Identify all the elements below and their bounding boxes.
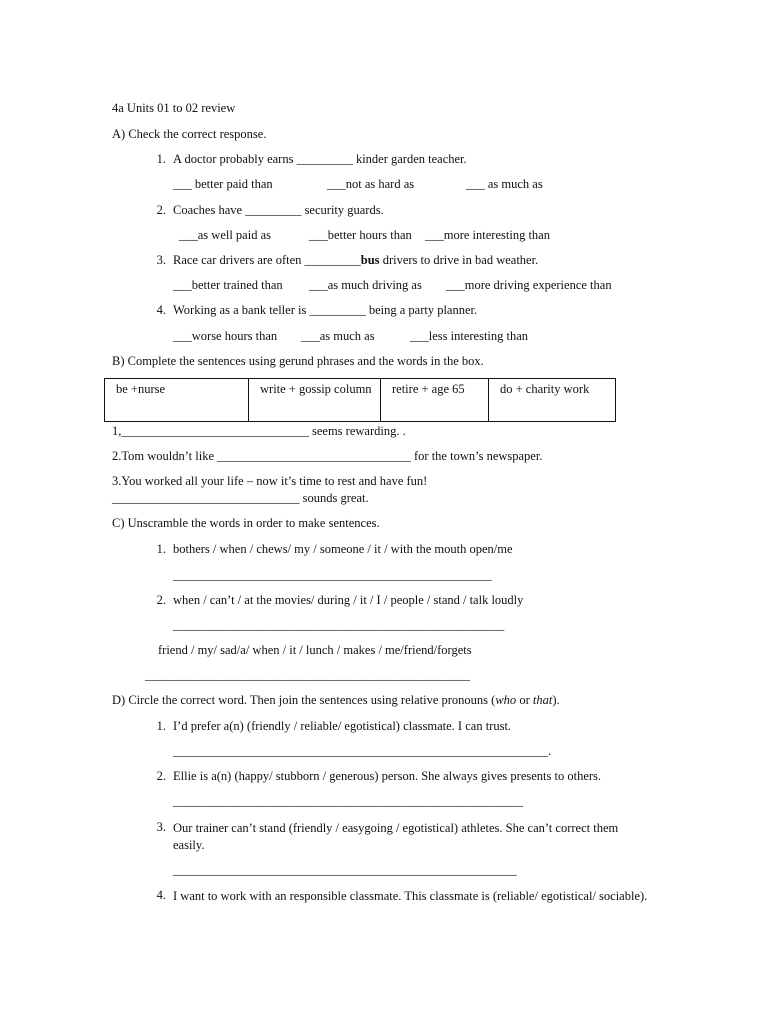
d-heading-that: that xyxy=(532,693,553,707)
a-q1-option-1: ___ better paid than xyxy=(173,177,273,191)
a-q3-text-pre: Race car drivers are often _________ xyxy=(173,253,361,267)
b-sentence-3: 3.You worked all your life – now it’s time to rest and have fun! xyxy=(112,474,428,488)
a-q4-option-1: ___worse hours than xyxy=(173,329,278,343)
a-q3-bold-word: bus xyxy=(360,253,380,267)
a-q2-option-2: ___better hours than xyxy=(309,228,412,242)
d-q2-number: 2. xyxy=(156,769,166,783)
word-box-cell: do + charity work xyxy=(489,379,616,422)
d-heading-post: ). xyxy=(552,693,560,707)
d-heading-mid: or xyxy=(516,693,533,707)
a-q3-option-3: ___more driving experience than xyxy=(446,278,612,292)
a-q4-option-3: ___less interesting than xyxy=(410,329,529,343)
d-q3-number: 3. xyxy=(156,820,166,834)
d-heading-who: who xyxy=(495,693,517,707)
a-q3-option-2: ___as much driving as xyxy=(309,278,422,292)
word-box-cell: be +nurse xyxy=(105,379,249,422)
c-q1-number: 1. xyxy=(156,542,166,556)
section-d-heading xyxy=(112,693,560,708)
page-title: 4a Units 01 to 02 review xyxy=(112,101,236,115)
d-q3-answer-line: _______________________________________________________ xyxy=(173,863,517,877)
d-q1-number: 1. xyxy=(156,719,166,733)
a-q1-option-3: ___ as much as xyxy=(466,177,543,191)
a-q4-text: Working as a bank teller is _________ being a party planner. xyxy=(173,303,478,317)
d-q4-text: I want to work with an responsible classmate. This classmate is (reliable/ egotistical/ sociable). xyxy=(173,889,648,903)
word-box-cell: write + gossip column xyxy=(249,379,381,422)
a-q2-option-3: ___more interesting than xyxy=(425,228,550,242)
c-q2-text: when / can’t / at the movies/ during / it / I / people / stand / talk loudly xyxy=(173,593,524,607)
section-b-heading: B) Complete the sentences using gerund phrases and the words in the box. xyxy=(112,354,484,368)
d-q3-text: Our trainer can’t stand (friendly / easygoing / egotistical) athletes. She can’t correct them easily. xyxy=(173,821,619,852)
word-box xyxy=(104,378,616,422)
b-sentence-3-blank: ______________________________ sounds great. xyxy=(112,491,369,505)
a-q4-number: 4. xyxy=(156,303,166,317)
d-q1-text: I’d prefer a(n) (friendly / reliable/ egotistical) classmate. I can trust. xyxy=(173,719,512,733)
a-q4-option-2: ___as much as xyxy=(301,329,375,343)
a-q2-number: 2. xyxy=(156,203,166,217)
a-q1-text: A doctor probably earns _________ kinder garden teacher. xyxy=(173,152,467,166)
section-c-heading: C) Unscramble the words in order to make sentences. xyxy=(112,516,380,530)
word-box-cell: retire + age 65 xyxy=(381,379,489,422)
c-q2-number: 2. xyxy=(156,593,166,607)
a-q3-text xyxy=(173,253,538,268)
c-q1-text: bothers / when / chews/ my / someone / it / with the mouth open/me xyxy=(173,542,513,556)
a-q2-option-1: ___as well paid as xyxy=(179,228,271,242)
d-heading-pre: D) Circle the correct word. Then join the sentences using relative pronouns ( xyxy=(112,693,496,707)
a-q1-option-2: ___not as hard as xyxy=(327,177,415,191)
c-q3-answer-line: ____________________________________________________ xyxy=(145,668,470,682)
d-q2-answer-line: ________________________________________________________ xyxy=(173,794,523,808)
a-q3-text-post: drivers to drive in bad weather. xyxy=(379,253,539,267)
d-q1-answer-line: ____________________________________________________________. xyxy=(173,744,552,758)
c-q3-text: friend / my/ sad/a/ when / it / lunch / makes / me/friend/forgets xyxy=(158,643,472,657)
c-q1-answer-line: ___________________________________________________ xyxy=(173,568,492,582)
a-q3-option-1: ___better trained than xyxy=(173,278,283,292)
a-q2-text: Coaches have _________ security guards. xyxy=(173,203,384,217)
d-q2-text: Ellie is a(n) (happy/ stubborn / generous) person. She always gives presents to others. xyxy=(173,769,602,783)
c-q2-answer-line: _____________________________________________________ xyxy=(173,618,505,632)
a-q3-number: 3. xyxy=(156,253,166,267)
d-q4-number: 4. xyxy=(156,888,166,902)
a-q1-number: 1. xyxy=(156,152,166,166)
b-sentence-2: 2.Tom wouldn’t like _______________________________ for the town’s newspaper. xyxy=(112,449,543,463)
b-sentence-1: 1,______________________________ seems rewarding. . xyxy=(112,424,406,438)
section-a-heading: A) Check the correct response. xyxy=(112,127,267,141)
